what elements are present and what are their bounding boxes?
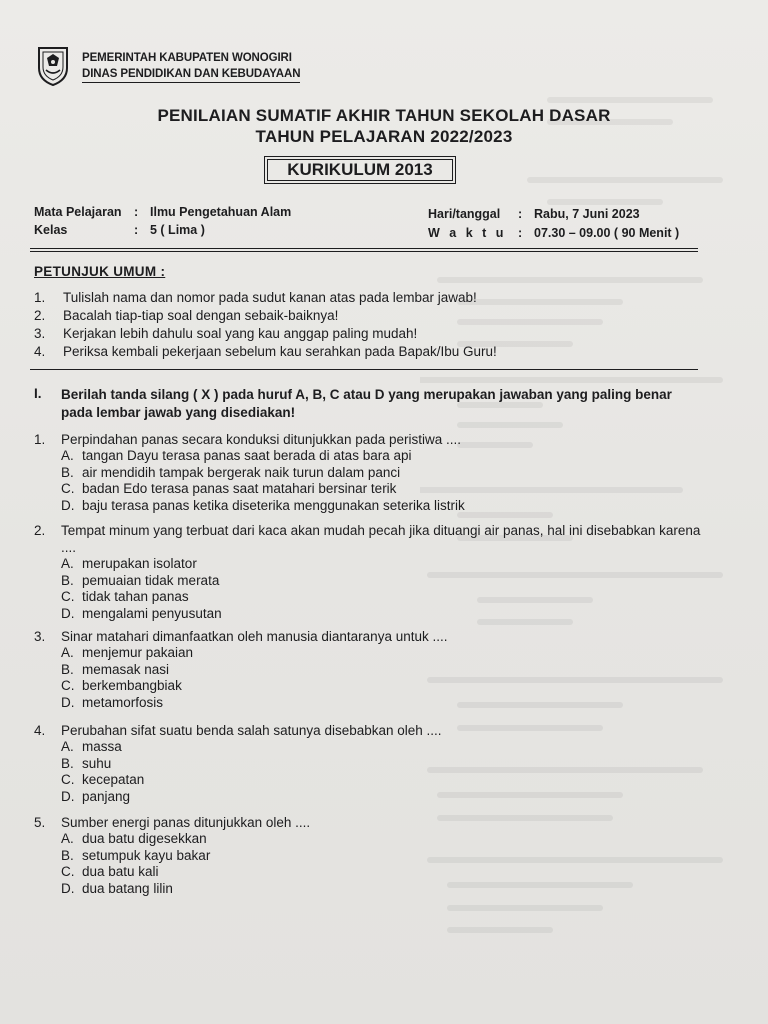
subject-label: Mata Pelajaran — [34, 205, 122, 219]
option-b: B. memasak nasi — [61, 661, 170, 677]
subject-value: Ilmu Pengetahuan Alam — [150, 205, 292, 219]
option-a: A. tangan Dayu terasa panas saat berada di atas bara api — [61, 448, 412, 463]
option-d: D. metamorfosis — [61, 694, 164, 710]
class-value: 5 ( Lima ) — [150, 223, 205, 237]
option-c: C. dua batu kali — [61, 864, 159, 879]
time-value: 07.30 – 09.00 ( 90 Menit ) — [534, 226, 680, 240]
section-text: Berilah tanda silang ( X ) pada huruf A, B, C atau D yang merupakan jawaban yang paling benar pada lembar jawab yang disediakan! — [61, 387, 672, 420]
instruction-item: 4. Periksa kembali pekerjaan sebelum kau serahkan pada Bapak/Ibu Guru! — [34, 344, 497, 359]
exam-year: TAHUN PELAJARAN 2022/2023 — [255, 127, 513, 146]
question-number: 1. — [34, 432, 46, 447]
option-c: C. kecepatan — [61, 772, 145, 787]
instruction-item: 2. Bacalah tiap-tiap soal dengan sebaik-baiknya! — [34, 308, 339, 323]
date-value: Rabu, 7 Juni 2023 — [534, 207, 640, 221]
section-number: I. — [34, 386, 42, 401]
option-a: A. merupakan isolator — [61, 556, 197, 571]
option-c: C. tidak tahan panas — [61, 589, 189, 604]
instruction-item: 1. Tulislah nama dan nomor pada sudut kanan atas pada lembar jawab! — [34, 290, 477, 305]
class-row — [34, 223, 205, 237]
instructions-heading: PETUNJUK UMUM : — [34, 264, 166, 279]
option-d: D. dua batang lilin — [61, 880, 173, 896]
option-d: D. mengalami penyusutan — [61, 605, 222, 621]
option-b: B. setumpuk kayu bakar — [61, 847, 211, 863]
question-stem: Sumber energi panas ditunjukkan oleh .... — [61, 815, 311, 830]
option-c: C. badan Edo terasa panas saat matahari bersinar terik — [61, 481, 397, 496]
time-colon: : — [518, 226, 523, 240]
letterhead — [36, 46, 300, 86]
instruction-item: 3. Kerjakan lebih dahulu soal yang kau anggap paling mudah! — [34, 326, 418, 341]
question-number: 2. — [34, 523, 46, 538]
regency-seal-icon — [36, 46, 70, 86]
question-stem: Tempat minum yang terbuat dari kaca akan mudah pecah jika dituangi air panas, hal ini disebabkan karena .... — [61, 523, 701, 555]
letterhead-line-1: PEMERINTAH KABUPATEN WONOGIRI — [82, 51, 292, 64]
option-a: A. dua batu digesekkan — [61, 831, 207, 846]
subject-row — [34, 205, 291, 219]
question-number: 3. — [34, 629, 46, 644]
question-stem: Perubahan sifat suatu benda salah satunya disebabkan oleh .... — [61, 723, 442, 738]
option-a: A. massa — [61, 739, 122, 754]
subject-colon: : — [134, 205, 139, 219]
option-d: D. baju terasa panas ketika diseterika menggunakan seterika listrik — [61, 497, 465, 513]
option-b: B. pemuaian tidak merata — [61, 572, 220, 588]
option-b: B. air mendidih tampak bergerak naik turun dalam panci — [61, 464, 401, 480]
option-a: A. menjemur pakaian — [61, 645, 194, 660]
exam-title: PENILAIAN SUMATIF AKHIR TAHUN SEKOLAH DASAR — [157, 106, 611, 125]
option-c: C. berkembangbiak — [61, 678, 182, 693]
question-stem: Perpindahan panas secara konduksi ditunjukkan pada peristiwa .... — [61, 432, 462, 447]
date-colon: : — [518, 207, 523, 221]
option-b: B. suhu — [61, 755, 112, 771]
class-colon: : — [134, 223, 139, 237]
question-number: 5. — [34, 815, 46, 830]
letterhead-line-2: DINAS PENDIDIKAN DAN KEBUDAYAAN — [82, 66, 300, 83]
letterhead-text — [82, 50, 300, 83]
bleed-through-texture — [420, 60, 750, 940]
curriculum-box: KURIKULUM 2013 — [264, 156, 456, 184]
question-number: 4. — [34, 723, 46, 738]
date-label: Hari/tanggal — [428, 207, 501, 221]
question-stem: Sinar matahari dimanfaatkan oleh manusia diantaranya untuk .... — [61, 629, 448, 644]
time-label: W a k t u — [428, 226, 507, 240]
option-d: D. panjang — [61, 788, 131, 804]
class-label: Kelas — [34, 223, 68, 237]
